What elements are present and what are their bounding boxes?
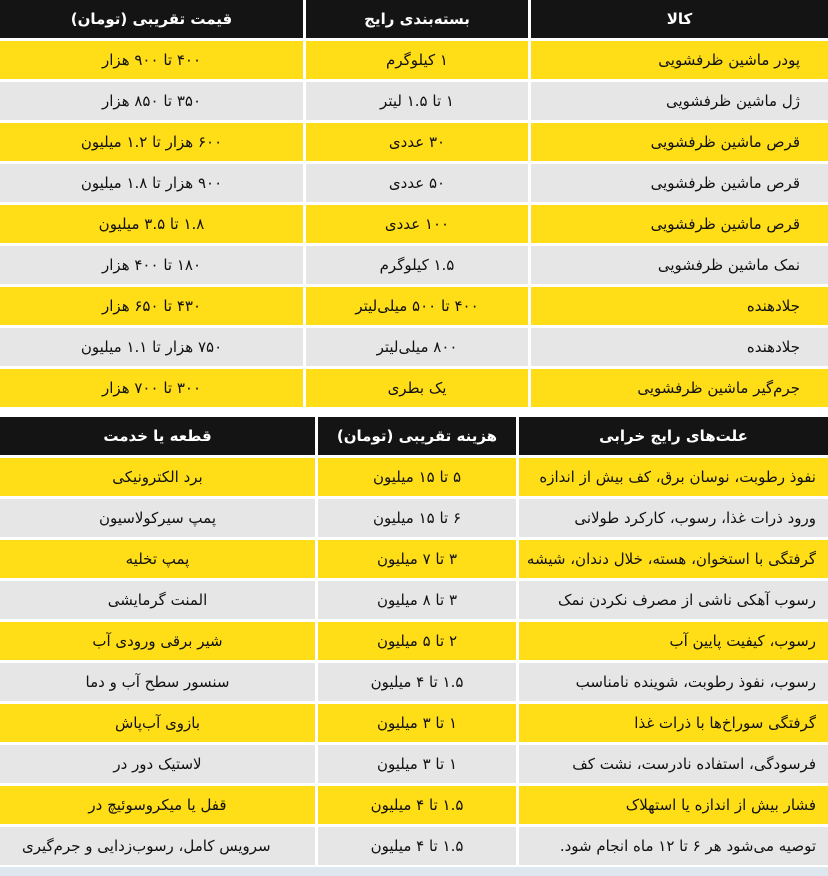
failure-cause: رسوب آهکی ناشی از مصرف نکردن نمک [516,578,828,619]
failure-cause: فشار بیش از اندازه یا استهلاک [516,783,828,824]
repair-cost-table [0,417,828,865]
table-row [0,783,828,824]
price: ۹۰۰ هزار تا ۱.۸ میلیون [0,161,303,202]
failure-cause: ورود ذرات غذا، رسوب، کارکرد طولانی [516,496,828,537]
cost: ۱.۵ تا ۴ میلیون [315,660,516,701]
cost: ۱.۵ تا ۴ میلیون [315,783,516,824]
product-name: قرص ماشین ظرفشویی [528,161,828,202]
table-row [0,366,828,407]
packaging: ۴۰۰ تا ۵۰۰ میلی‌لیتر [303,284,528,325]
price: ۴۳۰ تا ۶۵۰ هزار [0,284,303,325]
cost: ۱.۵ تا ۴ میلیون [315,824,516,865]
table-row [0,537,828,578]
header-price: قیمت تقریبی (تومان) [0,0,303,38]
product-price-table [0,0,828,407]
table-row [0,578,828,619]
part-name: لاستیک دور در [0,742,315,783]
part-name: قفل یا میکروسوئیچ در [0,783,315,824]
product-name: قرص ماشین ظرفشویی [528,202,828,243]
failure-cause: گرفتگی سوراخ‌ها با ذرات غذا [516,701,828,742]
packaging: ۱ تا ۱.۵ لیتر [303,79,528,120]
price: ۳۰۰ تا ۷۰۰ هزار [0,366,303,407]
packaging: یک بطری [303,366,528,407]
cost: ۵ تا ۱۵ میلیون [315,455,516,496]
part-name: المنت گرمایشی [0,578,315,619]
product-name: قرص ماشین ظرفشویی [528,120,828,161]
part-name: سرویس کامل، رسوب‌زدایی و جرم‌گیری [0,824,315,865]
table-row [0,79,828,120]
failure-cause: فرسودگی، استفاده نادرست، نشت کف [516,742,828,783]
packaging: ۵۰ عددی [303,161,528,202]
cost: ۶ تا ۱۵ میلیون [315,496,516,537]
product-name: ژل ماشین ظرفشویی [528,79,828,120]
table-row [0,161,828,202]
price: ۱.۸ تا ۳.۵ میلیون [0,202,303,243]
packaging: ۸۰۰ میلی‌لیتر [303,325,528,366]
price: ۱۸۰ تا ۴۰۰ هزار [0,243,303,284]
table-row [0,120,828,161]
price: ۴۰۰ تا ۹۰۰ هزار [0,38,303,79]
header-part-or-service: قطعه یا خدمت [0,417,315,455]
failure-cause: نفوذ رطوبت، نوسان برق، کف بیش از اندازه [516,455,828,496]
product-name: جلادهنده [528,325,828,366]
packaging: ۱.۵ کیلوگرم [303,243,528,284]
table-row [0,660,828,701]
packaging: ۱۰۰ عددی [303,202,528,243]
cost: ۱ تا ۳ میلیون [315,701,516,742]
part-name: پمپ تخلیه [0,537,315,578]
price: ۳۵۰ تا ۸۵۰ هزار [0,79,303,120]
cost: ۲ تا ۵ میلیون [315,619,516,660]
cost: ۳ تا ۷ میلیون [315,537,516,578]
table-row [0,455,828,496]
product-name: جلادهنده [528,284,828,325]
failure-cause: توصیه می‌شود هر ۶ تا ۱۲ ماه انجام شود. [516,824,828,865]
bottom-border [0,867,828,876]
product-name: جرم‌گیر ماشین ظرفشویی [528,366,828,407]
failure-cause: رسوب، نفوذ رطوبت، شوینده نامناسب [516,660,828,701]
cost: ۳ تا ۸ میلیون [315,578,516,619]
table-header-row [0,0,828,38]
price: ۷۵۰ هزار تا ۱.۱ میلیون [0,325,303,366]
part-name: سنسور سطح آب و دما [0,660,315,701]
header-product: کالا [528,0,828,38]
part-name: شیر برقی ورودی آب [0,619,315,660]
table-row [0,243,828,284]
header-packaging: بسته‌بندی رایج [303,0,528,38]
table-row [0,742,828,783]
table-row [0,325,828,366]
part-name: بازوی آب‌پاش [0,701,315,742]
table-row [0,701,828,742]
product-name: نمک ماشین ظرفشویی [528,243,828,284]
header-cost: هزینه تقریبی (تومان) [315,417,516,455]
cost: ۱ تا ۳ میلیون [315,742,516,783]
table-row [0,496,828,537]
header-failure-causes: علت‌های رایج خرابی [516,417,828,455]
table-row [0,38,828,79]
part-name: برد الکترونیکی [0,455,315,496]
table-header-row [0,417,828,455]
packaging: ۳۰ عددی [303,120,528,161]
packaging: ۱ کیلوگرم [303,38,528,79]
table-row [0,202,828,243]
failure-cause: رسوب، کیفیت پایین آب [516,619,828,660]
price: ۶۰۰ هزار تا ۱.۲ میلیون [0,120,303,161]
table-separator [0,407,828,417]
table-row [0,284,828,325]
table-row [0,824,828,865]
table-row [0,619,828,660]
part-name: پمپ سیرکولاسیون [0,496,315,537]
product-name: پودر ماشین ظرفشویی [528,38,828,79]
failure-cause: گرفتگی با استخوان، هسته، خلال دندان، شیشه [516,537,828,578]
